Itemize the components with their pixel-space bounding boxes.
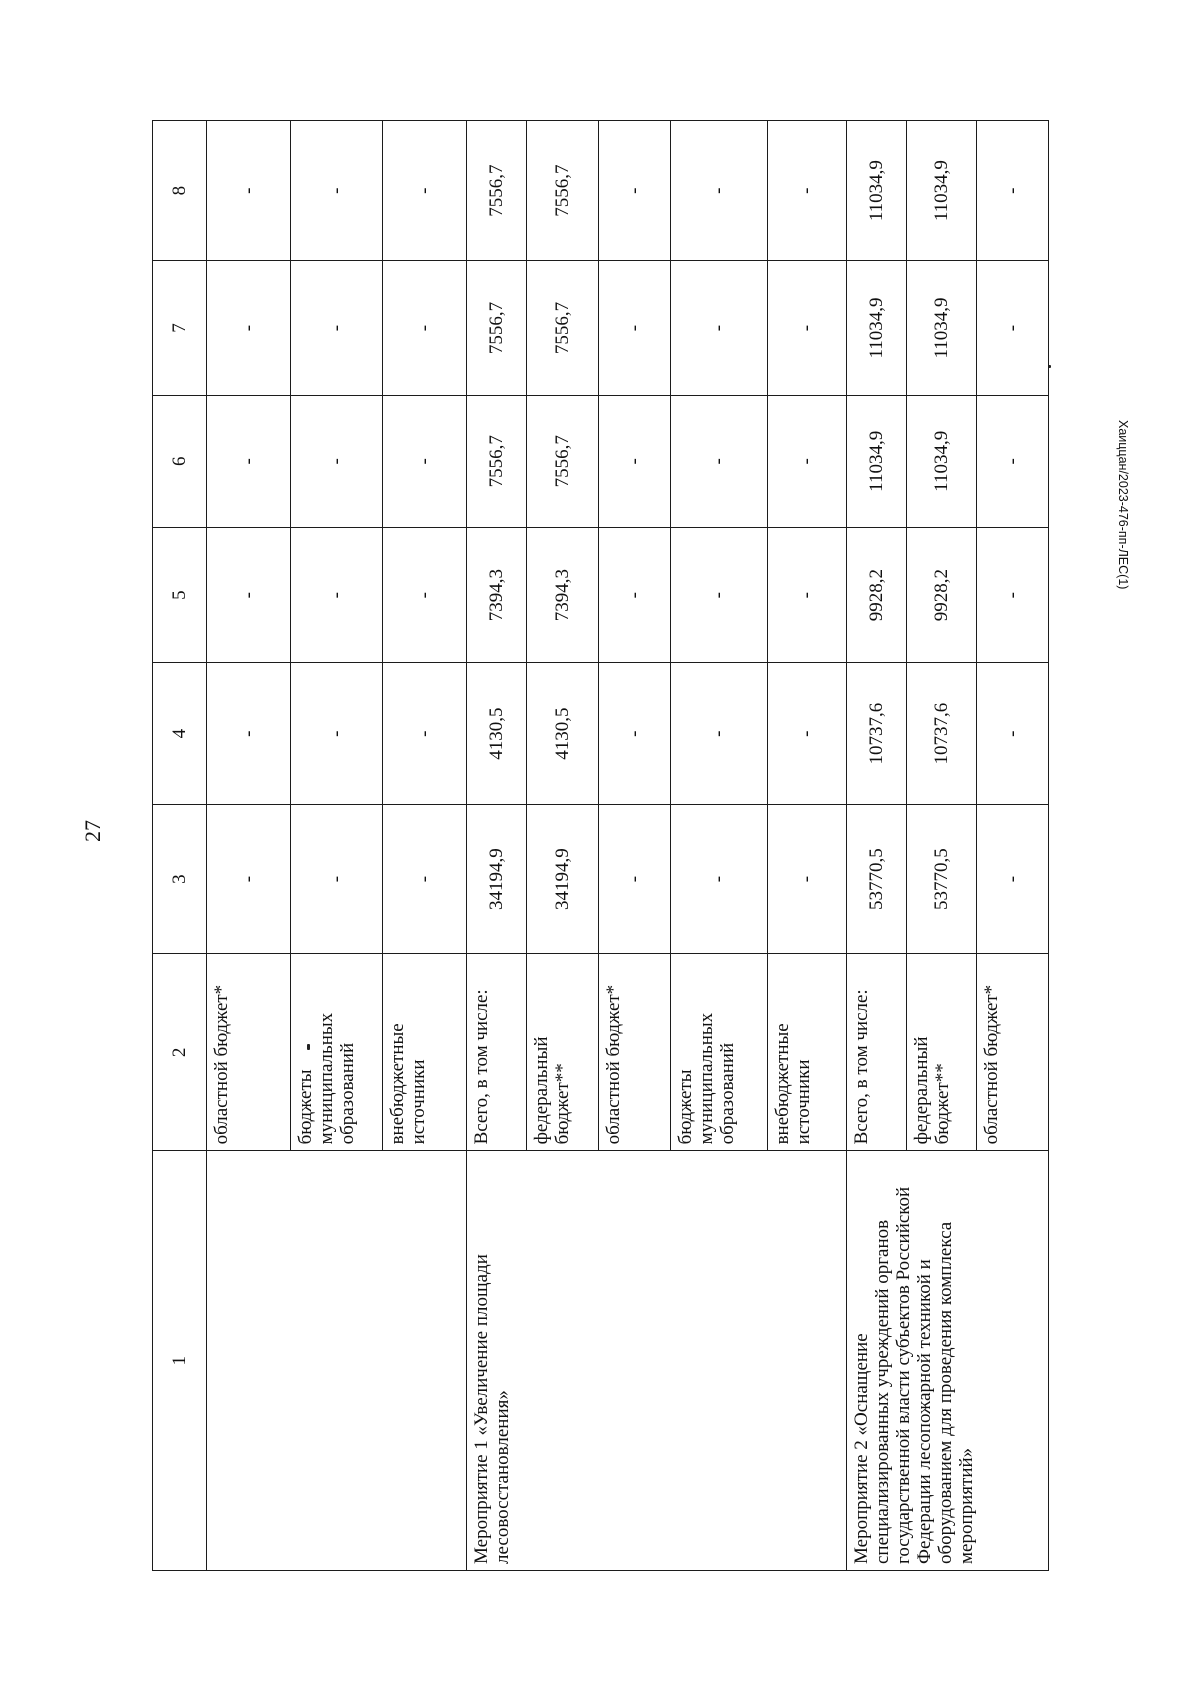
- event-name-cell: [207, 1151, 467, 1571]
- amount-cell: 34194,9: [466, 804, 526, 954]
- table-body: [153, 121, 1049, 1571]
- amount-cell: 7556,7: [527, 261, 599, 395]
- event-name-cell: Мероприятие 2 «Оснащение специализированных учреждений органов государственной власти субъектов Российской Федерации лесопожарной техникой и оборудованием для проведения комплекса мероприятий»: [846, 1151, 1048, 1571]
- amount-cell: 10737,6: [907, 663, 977, 804]
- amount-cell: 7556,7: [466, 395, 526, 527]
- amount-cell: 11034,9: [846, 121, 906, 261]
- amount-cell: 53770,5: [846, 804, 906, 954]
- amount-cell: -: [599, 804, 671, 954]
- amount-cell: -: [207, 395, 291, 527]
- amount-cell: -: [976, 395, 1048, 527]
- amount-cell: -: [767, 527, 846, 663]
- table-row: [207, 121, 291, 1571]
- amount-cell: -: [767, 121, 846, 261]
- funding-source-cell: Всего, в том числе:: [846, 954, 906, 1151]
- amount-cell: -: [767, 261, 846, 395]
- amount-cell: -: [976, 121, 1048, 261]
- amount-cell: -: [671, 804, 767, 954]
- amount-cell: 7394,3: [466, 527, 526, 663]
- amount-cell: 7556,7: [466, 121, 526, 261]
- amount-cell: 7394,3: [527, 527, 599, 663]
- amount-cell: 4130,5: [527, 663, 599, 804]
- amount-cell: -: [671, 663, 767, 804]
- amount-cell: -: [291, 395, 382, 527]
- amount-cell: -: [671, 527, 767, 663]
- amount-cell: 7556,7: [466, 261, 526, 395]
- amount-cell: -: [291, 527, 382, 663]
- amount-cell: -: [671, 395, 767, 527]
- funding-source-cell: бюджеты муниципальных образований: [671, 954, 767, 1151]
- amount-cell: -: [382, 804, 466, 954]
- amount-cell: 11034,9: [846, 395, 906, 527]
- amount-cell: 34194,9: [527, 804, 599, 954]
- funding-source-cell: областной бюджет*: [599, 954, 671, 1151]
- amount-cell: -: [599, 121, 671, 261]
- amount-cell: 7556,7: [527, 121, 599, 261]
- amount-cell: 11034,9: [907, 395, 977, 527]
- header-row: [153, 121, 207, 1571]
- amount-cell: -: [976, 804, 1048, 954]
- amount-cell: -: [976, 663, 1048, 804]
- amount-cell: -: [291, 663, 382, 804]
- column-header: 5: [153, 527, 207, 663]
- amount-cell: -: [207, 261, 291, 395]
- funding-source-cell: областной бюджет*: [976, 954, 1048, 1151]
- funding-source-cell: федеральный бюджет**: [527, 954, 599, 1151]
- funding-table-frame: [152, 120, 1049, 1571]
- amount-cell: -: [767, 804, 846, 954]
- amount-cell: 10737,6: [846, 663, 906, 804]
- amount-cell: -: [671, 261, 767, 395]
- amount-cell: 4130,5: [466, 663, 526, 804]
- amount-cell: -: [671, 121, 767, 261]
- event-name-cell: Мероприятие 1 «Увеличение площади лесовосстановления»: [466, 1151, 846, 1571]
- amount-cell: -: [207, 527, 291, 663]
- funding-source-cell: бюджеты муниципальных образований: [291, 954, 382, 1151]
- amount-cell: -: [599, 261, 671, 395]
- amount-cell: 7556,7: [527, 395, 599, 527]
- amount-cell: 11034,9: [907, 121, 977, 261]
- funding-source-cell: внебюджетные источники: [382, 954, 466, 1151]
- amount-cell: -: [767, 663, 846, 804]
- amount-cell: -: [382, 261, 466, 395]
- amount-cell: 53770,5: [907, 804, 977, 954]
- amount-cell: -: [291, 804, 382, 954]
- amount-cell: -: [207, 804, 291, 954]
- column-header: 3: [153, 804, 207, 954]
- table-row: [466, 121, 526, 1571]
- amount-cell: -: [976, 527, 1048, 663]
- document-id: Хаиццан/2023-476-пп-ЛЕС(1): [1116, 420, 1130, 590]
- column-header: 1: [153, 1151, 207, 1571]
- amount-cell: -: [599, 527, 671, 663]
- amount-cell: -: [291, 261, 382, 395]
- column-header: 7: [153, 261, 207, 395]
- funding-source-cell: Всего, в том числе:: [466, 954, 526, 1151]
- table-row: [846, 121, 906, 1571]
- amount-cell: -: [382, 527, 466, 663]
- column-header: 4: [153, 663, 207, 804]
- amount-cell: -: [207, 663, 291, 804]
- funding-source-cell: внебюджетные источники: [767, 954, 846, 1151]
- funding-source-cell: областной бюджет*: [207, 954, 291, 1151]
- amount-cell: -: [976, 261, 1048, 395]
- amount-cell: -: [599, 663, 671, 804]
- amount-cell: -: [382, 663, 466, 804]
- column-header: 8: [153, 121, 207, 261]
- amount-cell: -: [291, 121, 382, 261]
- column-header: 2: [153, 954, 207, 1151]
- amount-cell: 9928,2: [846, 527, 906, 663]
- amount-cell: -: [382, 395, 466, 527]
- page-number: 27: [80, 820, 105, 842]
- funding-table: [152, 120, 1049, 1571]
- amount-cell: 9928,2: [907, 527, 977, 663]
- amount-cell: 11034,9: [846, 261, 906, 395]
- funding-source-cell: федеральный бюджет**: [907, 954, 977, 1151]
- amount-cell: -: [207, 121, 291, 261]
- amount-cell: -: [599, 395, 671, 527]
- amount-cell: 11034,9: [907, 261, 977, 395]
- column-header: 6: [153, 395, 207, 527]
- amount-cell: -: [382, 121, 466, 261]
- amount-cell: -: [767, 395, 846, 527]
